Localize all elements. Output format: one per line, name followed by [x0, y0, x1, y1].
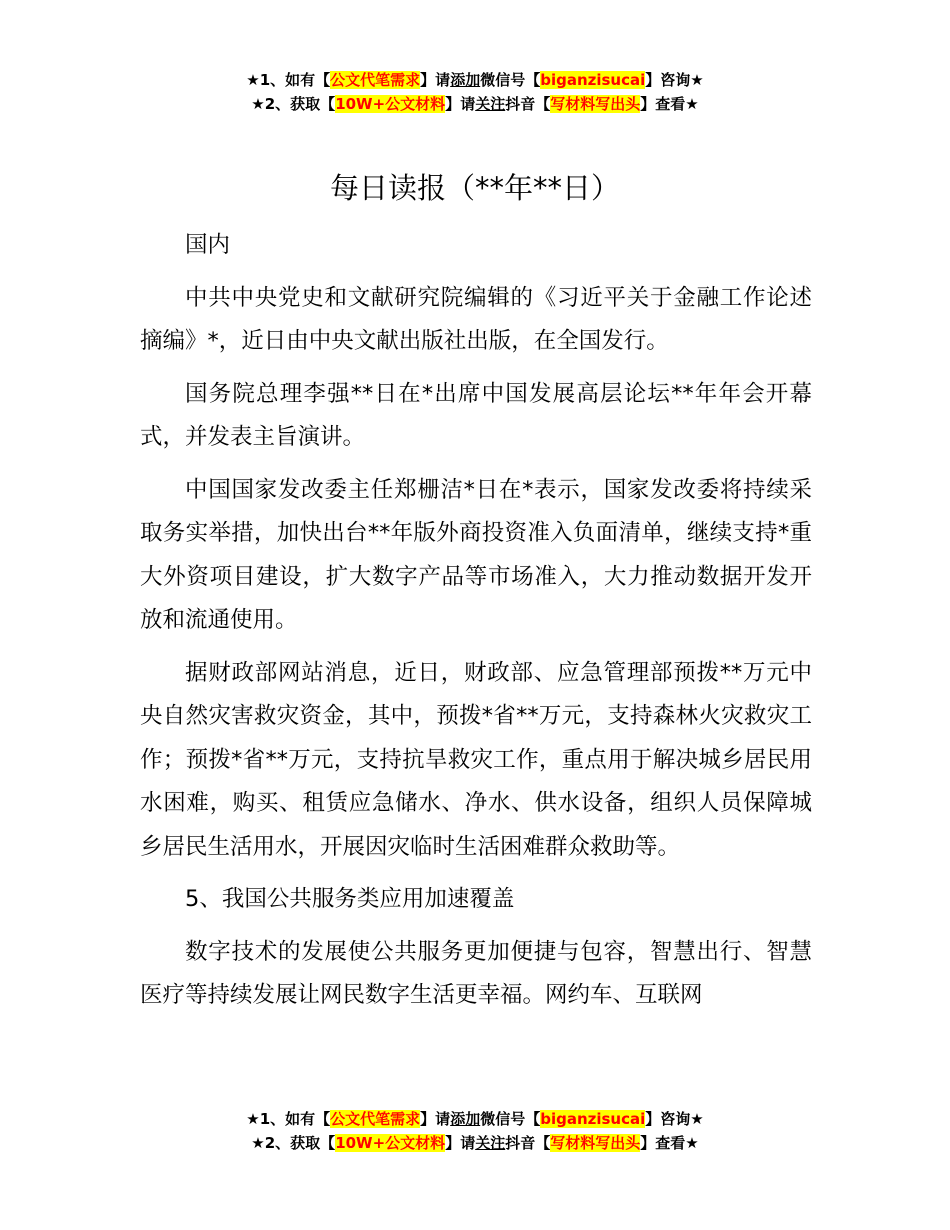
highlight-materials: 10W+公文材料	[335, 95, 446, 113]
paragraph-heading: 5、我国公共服务类应用加速覆盖	[185, 886, 515, 912]
paragraph: 中国国家发改委主任郑栅洁*日在*表示，国家发改委将持续采取务实举措，加快出台**年版外商投资准入负面清单，继续支持*重大外资项目建设，扩大数字产品等市场准入，大力推动数据开发开放和流通使用。	[140, 476, 812, 633]
paragraph-section-domestic: 国内	[185, 232, 231, 258]
document-body	[140, 224, 812, 1027]
banner-line-2: ★2、获取【10W+公文材料】请关注抖音【写材料写出头】查看★	[251, 95, 699, 113]
highlight-wechat-id: biganzisucai	[540, 71, 646, 89]
highlight-ghostwriting: 公文代笔需求	[330, 71, 421, 89]
highlight-douyin-account: 写材料写出头	[550, 95, 641, 113]
banner-line-2: ★2、获取【10W+公文材料】请关注抖音【写材料写出头】查看★	[251, 1134, 699, 1152]
paragraph: 据财政部网站消息，近日，财政部、应急管理部预拨**万元中央自然灾害救灾资金，其中，预拨*省**万元，支持森林火灾救灾工作；预拨*省**万元，支持抗旱救灾工作，重点用于解决城乡居民用水困难，购买、租赁应急储水、净水、供水设备，组织人员保障城乡居民生活用水，开展因灾临时生活困难群众救助等。	[140, 659, 812, 860]
header-banner	[0, 68, 950, 116]
document-title: 每日读报（**年**日）	[329, 171, 620, 205]
paragraph: 数字技术的发展使公共服务更加便捷与包容，智慧出行、智慧医疗等持续发展让网民数字生活更幸福。网约车、互联网	[140, 938, 812, 1008]
highlight-douyin-account: 写材料写出头	[550, 1134, 641, 1152]
highlight-wechat-id: biganzisucai	[540, 1110, 646, 1128]
highlight-ghostwriting: 公文代笔需求	[330, 1110, 421, 1128]
banner-line-1: ★1、如有【公文代笔需求】请添加微信号【biganzisucai】咨询★	[246, 71, 704, 89]
highlight-materials: 10W+公文材料	[335, 1134, 446, 1152]
paragraph: 中共中央党史和文献研究院编辑的《习近平关于金融工作论述摘编》*，近日由中央文献出版社出版，在全国发行。	[140, 284, 812, 354]
footer-banner	[0, 1107, 950, 1155]
paragraph: 国务院总理李强**日在*出席中国发展高层论坛**年年会开幕式，并发表主旨演讲。	[140, 380, 812, 450]
banner-line-1: ★1、如有【公文代笔需求】请添加微信号【biganzisucai】咨询★	[246, 1110, 704, 1128]
